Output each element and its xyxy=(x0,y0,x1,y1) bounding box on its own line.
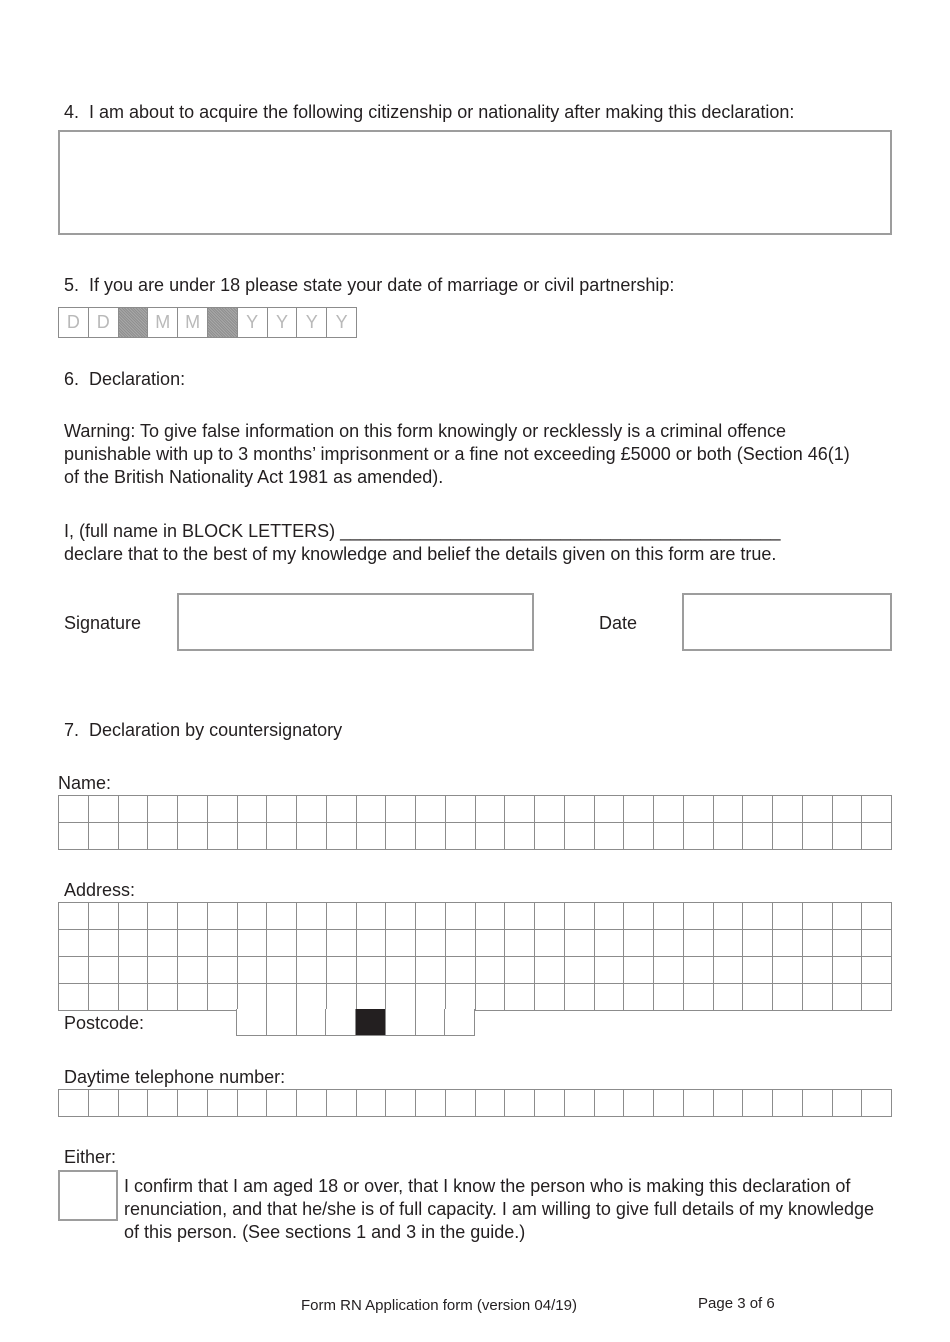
address-char-box[interactable] xyxy=(535,984,565,1011)
address-char-box[interactable] xyxy=(624,984,654,1011)
footer-page-number: Page 3 of 6 xyxy=(698,1295,775,1312)
address-char-box[interactable] xyxy=(327,957,357,984)
address-char-box[interactable] xyxy=(119,930,149,957)
name-char-box[interactable] xyxy=(119,796,149,823)
name-char-box[interactable] xyxy=(267,796,297,823)
name-char-box[interactable] xyxy=(386,823,416,850)
phone-char-box[interactable] xyxy=(148,1090,178,1117)
address-char-box[interactable] xyxy=(357,930,387,957)
address-char-box[interactable] xyxy=(267,984,297,1011)
address-char-box[interactable] xyxy=(148,957,178,984)
citizenship-input[interactable] xyxy=(58,130,892,235)
address-char-box[interactable] xyxy=(267,903,297,930)
postcode-char-box[interactable] xyxy=(416,1009,446,1036)
phone-char-box[interactable] xyxy=(743,1090,773,1117)
q7-number: 7. xyxy=(64,720,80,740)
phone-char-box[interactable] xyxy=(476,1090,506,1117)
either-label: Either: xyxy=(64,1147,117,1167)
phone-char-box[interactable] xyxy=(178,1090,208,1117)
address-char-box[interactable] xyxy=(267,957,297,984)
address-char-box[interactable] xyxy=(267,930,297,957)
address-char-box[interactable] xyxy=(446,903,476,930)
postcode-char-box[interactable] xyxy=(237,1009,267,1036)
signature-input[interactable] xyxy=(177,593,534,651)
name-char-box[interactable] xyxy=(89,823,119,850)
name-char-box[interactable] xyxy=(803,823,833,850)
marriage-date-field[interactable] xyxy=(58,307,357,338)
address-char-box[interactable] xyxy=(178,930,208,957)
address-char-box[interactable] xyxy=(208,984,238,1011)
address-char-box[interactable] xyxy=(803,930,833,957)
q5-number: 5. xyxy=(64,275,80,295)
phone-label: Daytime telephone number: xyxy=(64,1067,286,1087)
name-char-box[interactable] xyxy=(178,823,208,850)
address-char-box[interactable] xyxy=(535,903,565,930)
name-char-box[interactable] xyxy=(416,823,446,850)
address-char-box[interactable] xyxy=(684,984,714,1011)
address-char-box[interactable] xyxy=(119,957,149,984)
phone-char-box[interactable] xyxy=(595,1090,625,1117)
warning-text: Warning: To give false information on this form knowingly or recklessly is a criminal offence punishable with up to 3 months’ imprisonment or a fine not exceeding £5000 or both (Section 46(1) of the British Nationality Act 1981 as amended). xyxy=(64,421,850,487)
address-char-box[interactable] xyxy=(386,984,416,1011)
name-char-box[interactable] xyxy=(833,796,863,823)
phone-char-box[interactable] xyxy=(684,1090,714,1117)
date-month-2[interactable]: M xyxy=(178,308,208,338)
address-char-box[interactable] xyxy=(565,930,595,957)
name-char-box[interactable] xyxy=(773,823,803,850)
name-char-box[interactable] xyxy=(684,796,714,823)
address-char-box[interactable] xyxy=(297,957,327,984)
phone-char-box[interactable] xyxy=(327,1090,357,1117)
address-char-box[interactable] xyxy=(714,930,744,957)
address-char-box[interactable] xyxy=(743,930,773,957)
name-char-box[interactable] xyxy=(59,823,89,850)
address-char-box[interactable] xyxy=(624,903,654,930)
name-char-box[interactable] xyxy=(654,796,684,823)
name-char-box[interactable] xyxy=(476,796,506,823)
date-label: Date xyxy=(599,613,638,633)
confirm-text: I confirm that I am aged 18 or over, that I know the person who is making this declaration of renunciation, and that he/she is of full capacity. I am willing to give full details of my knowledge of this person. (See sections 1 and 3 in the guide.) xyxy=(124,1176,875,1242)
name-char-box[interactable] xyxy=(297,796,327,823)
name-char-box[interactable] xyxy=(59,796,89,823)
name-char-box[interactable] xyxy=(505,796,535,823)
address-char-box[interactable] xyxy=(505,903,535,930)
postcode-char-box[interactable] xyxy=(445,1009,475,1036)
name-char-box[interactable] xyxy=(386,796,416,823)
address-char-box[interactable] xyxy=(89,930,119,957)
address-char-box[interactable] xyxy=(89,957,119,984)
phone-char-box[interactable] xyxy=(386,1090,416,1117)
name-char-box[interactable] xyxy=(178,796,208,823)
date-year-3[interactable]: Y xyxy=(297,308,327,338)
date-separator xyxy=(208,308,238,338)
address-char-box[interactable] xyxy=(624,957,654,984)
phone-char-box[interactable] xyxy=(773,1090,803,1117)
address-char-box[interactable] xyxy=(238,957,268,984)
phone-char-box[interactable] xyxy=(119,1090,149,1117)
phone-char-box[interactable] xyxy=(357,1090,387,1117)
phone-char-box[interactable] xyxy=(714,1090,744,1117)
name-char-box[interactable] xyxy=(624,823,654,850)
address-char-box[interactable] xyxy=(297,930,327,957)
address-char-box[interactable] xyxy=(833,984,863,1011)
address-char-box[interactable] xyxy=(178,984,208,1011)
address-char-box[interactable] xyxy=(595,903,625,930)
address-char-box[interactable] xyxy=(446,957,476,984)
phone-char-box[interactable] xyxy=(833,1090,863,1117)
name-char-box[interactable] xyxy=(743,823,773,850)
address-char-box[interactable] xyxy=(119,984,149,1011)
address-char-box[interactable] xyxy=(595,957,625,984)
name-char-box[interactable] xyxy=(119,823,149,850)
postcode-char-box[interactable] xyxy=(386,1009,416,1036)
phone-char-box[interactable] xyxy=(238,1090,268,1117)
address-char-box[interactable] xyxy=(803,957,833,984)
name-char-box[interactable] xyxy=(565,796,595,823)
name-char-box[interactable] xyxy=(208,823,238,850)
address-char-box[interactable] xyxy=(773,930,803,957)
phone-char-box[interactable] xyxy=(535,1090,565,1117)
address-char-box[interactable] xyxy=(386,957,416,984)
fullname-input[interactable]: ____________________________________________ xyxy=(340,521,781,541)
name-char-box[interactable] xyxy=(565,823,595,850)
name-char-box[interactable] xyxy=(624,796,654,823)
address-char-box[interactable] xyxy=(505,930,535,957)
address-char-box[interactable] xyxy=(208,903,238,930)
name-char-box[interactable] xyxy=(208,796,238,823)
address-char-box[interactable] xyxy=(238,930,268,957)
address-char-box[interactable] xyxy=(714,957,744,984)
name-char-box[interactable] xyxy=(862,796,892,823)
date-year-2[interactable]: Y xyxy=(268,308,298,338)
phone-char-box[interactable] xyxy=(505,1090,535,1117)
confirm-checkbox[interactable] xyxy=(58,1170,118,1221)
name-char-box[interactable] xyxy=(357,796,387,823)
address-char-box[interactable] xyxy=(416,903,446,930)
address-char-box[interactable] xyxy=(148,903,178,930)
address-char-box[interactable] xyxy=(654,903,684,930)
address-char-box[interactable] xyxy=(327,930,357,957)
address-char-box[interactable] xyxy=(505,957,535,984)
postcode-char-box[interactable] xyxy=(326,1009,356,1036)
address-char-box[interactable] xyxy=(416,957,446,984)
address-char-box[interactable] xyxy=(59,930,89,957)
address-char-box[interactable] xyxy=(714,903,744,930)
name-char-box[interactable] xyxy=(714,823,744,850)
name-char-box[interactable] xyxy=(327,796,357,823)
phone-char-box[interactable] xyxy=(208,1090,238,1117)
q4-heading xyxy=(64,101,794,123)
name-char-box[interactable] xyxy=(684,823,714,850)
address-char-box[interactable] xyxy=(416,930,446,957)
name-char-box[interactable] xyxy=(267,823,297,850)
name-char-box[interactable] xyxy=(654,823,684,850)
name-char-box[interactable] xyxy=(595,823,625,850)
name-char-box[interactable] xyxy=(357,823,387,850)
address-char-box[interactable] xyxy=(446,930,476,957)
phone-char-box[interactable] xyxy=(862,1090,892,1117)
name-char-box[interactable] xyxy=(476,823,506,850)
declare-text: declare that to the best of my knowledge and belief the details given on this form are true. xyxy=(64,544,777,564)
phone-char-box[interactable] xyxy=(267,1090,297,1117)
address-char-box[interactable] xyxy=(357,984,387,1011)
date-month-1[interactable]: M xyxy=(148,308,178,338)
date-year-1[interactable]: Y xyxy=(238,308,268,338)
address-char-box[interactable] xyxy=(297,903,327,930)
address-char-box[interactable] xyxy=(743,984,773,1011)
address-char-box[interactable] xyxy=(119,903,149,930)
address-char-box[interactable] xyxy=(743,957,773,984)
address-input-grid[interactable] xyxy=(58,902,892,1011)
address-char-box[interactable] xyxy=(89,984,119,1011)
address-char-box[interactable] xyxy=(595,930,625,957)
address-char-box[interactable] xyxy=(654,930,684,957)
q7-label: Declaration by countersignatory xyxy=(89,720,343,740)
address-char-box[interactable] xyxy=(476,903,506,930)
date-input[interactable] xyxy=(682,593,892,651)
address-char-box[interactable] xyxy=(208,930,238,957)
address-char-box[interactable] xyxy=(416,984,446,1011)
name-char-box[interactable] xyxy=(446,796,476,823)
q4-number: 4. xyxy=(64,102,80,122)
name-char-box[interactable] xyxy=(416,796,446,823)
name-char-box[interactable] xyxy=(505,823,535,850)
address-char-box[interactable] xyxy=(862,930,892,957)
address-char-box[interactable] xyxy=(148,930,178,957)
address-char-box[interactable] xyxy=(684,957,714,984)
name-char-box[interactable] xyxy=(327,823,357,850)
address-char-box[interactable] xyxy=(773,957,803,984)
name-char-box[interactable] xyxy=(595,796,625,823)
address-char-box[interactable] xyxy=(505,984,535,1011)
name-char-box[interactable] xyxy=(833,823,863,850)
address-char-box[interactable] xyxy=(148,984,178,1011)
address-char-box[interactable] xyxy=(476,930,506,957)
address-char-box[interactable] xyxy=(89,903,119,930)
address-char-box[interactable] xyxy=(238,903,268,930)
address-char-box[interactable] xyxy=(862,957,892,984)
fullname-prefix: I, (full name in BLOCK LETTERS) xyxy=(64,521,341,541)
address-char-box[interactable] xyxy=(624,930,654,957)
phone-char-box[interactable] xyxy=(803,1090,833,1117)
address-char-box[interactable] xyxy=(59,957,89,984)
date-year-4[interactable]: Y xyxy=(327,308,357,338)
address-char-box[interactable] xyxy=(386,903,416,930)
name-input-grid[interactable] xyxy=(58,795,892,850)
address-char-box[interactable] xyxy=(803,903,833,930)
name-char-box[interactable] xyxy=(148,823,178,850)
address-label: Address: xyxy=(64,880,136,900)
address-char-box[interactable] xyxy=(595,984,625,1011)
address-char-box[interactable] xyxy=(565,957,595,984)
address-char-box[interactable] xyxy=(833,930,863,957)
address-char-box[interactable] xyxy=(862,984,892,1011)
name-char-box[interactable] xyxy=(297,823,327,850)
date-separator xyxy=(119,308,149,338)
q5-heading xyxy=(64,274,674,296)
name-char-box[interactable] xyxy=(238,796,268,823)
address-char-box[interactable] xyxy=(743,903,773,930)
address-char-box[interactable] xyxy=(654,957,684,984)
name-char-box[interactable] xyxy=(535,823,565,850)
address-char-box[interactable] xyxy=(178,903,208,930)
address-char-box[interactable] xyxy=(59,903,89,930)
address-char-box[interactable] xyxy=(833,957,863,984)
phone-char-box[interactable] xyxy=(565,1090,595,1117)
name-char-box[interactable] xyxy=(89,796,119,823)
name-char-box[interactable] xyxy=(773,796,803,823)
postcode-separator xyxy=(356,1009,386,1036)
phone-char-box[interactable] xyxy=(446,1090,476,1117)
address-char-box[interactable] xyxy=(357,903,387,930)
address-char-box[interactable] xyxy=(178,957,208,984)
name-char-box[interactable] xyxy=(743,796,773,823)
address-char-box[interactable] xyxy=(684,930,714,957)
q6-heading xyxy=(64,368,185,390)
address-char-box[interactable] xyxy=(386,930,416,957)
address-char-box[interactable] xyxy=(773,903,803,930)
address-char-box[interactable] xyxy=(833,903,863,930)
phone-char-box[interactable] xyxy=(89,1090,119,1117)
name-char-box[interactable] xyxy=(535,796,565,823)
address-char-box[interactable] xyxy=(476,957,506,984)
date-day-2[interactable]: D xyxy=(89,308,119,338)
address-char-box[interactable] xyxy=(565,903,595,930)
address-char-box[interactable] xyxy=(535,930,565,957)
name-char-box[interactable] xyxy=(714,796,744,823)
fullname-line xyxy=(64,520,781,542)
address-char-box[interactable] xyxy=(208,957,238,984)
postcode-char-box[interactable] xyxy=(267,1009,297,1036)
date-day-1[interactable]: D xyxy=(59,308,89,338)
address-char-box[interactable] xyxy=(297,984,327,1011)
address-char-box[interactable] xyxy=(59,984,89,1011)
postcode-char-box[interactable] xyxy=(297,1009,327,1036)
name-char-box[interactable] xyxy=(148,796,178,823)
phone-char-box[interactable] xyxy=(654,1090,684,1117)
address-char-box[interactable] xyxy=(684,903,714,930)
address-char-box[interactable] xyxy=(327,984,357,1011)
phone-char-box[interactable] xyxy=(624,1090,654,1117)
phone-char-box[interactable] xyxy=(416,1090,446,1117)
q5-label: If you are under 18 please state your date of marriage or civil partnership: xyxy=(89,275,675,295)
postcode-input-grid[interactable] xyxy=(236,1009,475,1036)
address-char-box[interactable] xyxy=(714,984,744,1011)
name-char-box[interactable] xyxy=(862,823,892,850)
signature-label: Signature xyxy=(64,613,142,633)
address-char-box[interactable] xyxy=(773,984,803,1011)
q6-number: 6. xyxy=(64,369,80,389)
name-char-box[interactable] xyxy=(446,823,476,850)
address-char-box[interactable] xyxy=(327,903,357,930)
address-char-box[interactable] xyxy=(862,903,892,930)
address-char-box[interactable] xyxy=(238,984,268,1011)
name-char-box[interactable] xyxy=(238,823,268,850)
address-char-box[interactable] xyxy=(565,984,595,1011)
postcode-label: Postcode: xyxy=(64,1013,145,1033)
address-char-box[interactable] xyxy=(476,984,506,1011)
footer-form-name: Form RN Application form (version 04/19) xyxy=(301,1297,577,1314)
address-char-box[interactable] xyxy=(357,957,387,984)
name-char-box[interactable] xyxy=(803,796,833,823)
address-char-box[interactable] xyxy=(535,957,565,984)
phone-char-box[interactable] xyxy=(297,1090,327,1117)
phone-char-box[interactable] xyxy=(59,1090,89,1117)
q6-label: Declaration: xyxy=(89,369,186,389)
q7-heading xyxy=(64,719,342,741)
address-char-box[interactable] xyxy=(803,984,833,1011)
q4-label: I am about to acquire the following citizenship or nationality after making this declaration: xyxy=(89,102,795,122)
phone-input-grid[interactable] xyxy=(58,1089,892,1117)
address-char-box[interactable] xyxy=(446,984,476,1011)
address-char-box[interactable] xyxy=(654,984,684,1011)
name-label: Name: xyxy=(58,773,112,793)
